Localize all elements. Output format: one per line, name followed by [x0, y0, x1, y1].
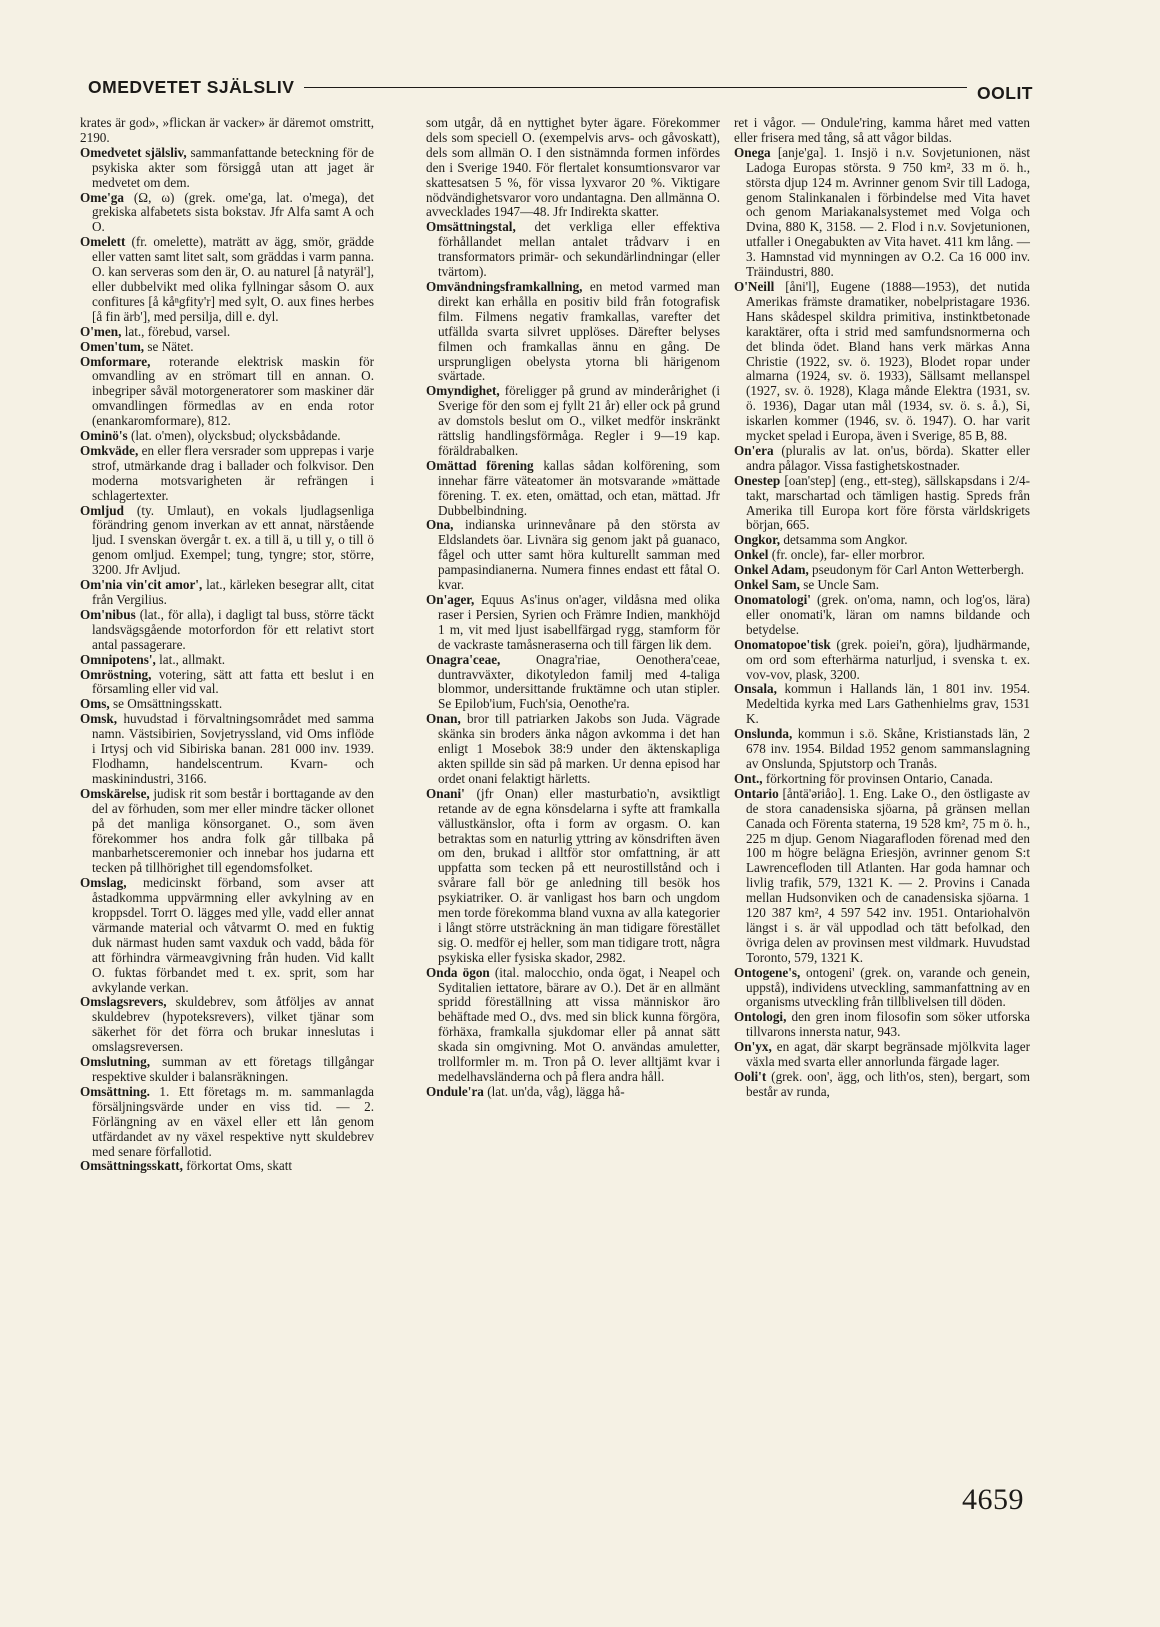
entry-continuation: [734, 116, 1030, 146]
entry-headword: Ondule'ra: [426, 1083, 484, 1099]
dictionary-entry: [734, 727, 1030, 772]
dictionary-entry: [734, 787, 1030, 966]
entry-definition: huvudstad i förvaltningsområdet med samma namn. Västsibirien, Sovjetryssland, vid Oms inflöde i Irtysj och vid Sibiriska banan. 281 000 inv. 1939. Flodhamn, handelscentrum. Kvarn- och maskinindustri, 3166.: [92, 711, 374, 786]
entry-definition: kommun i s.ö. Skåne, Kristianstads län, 2 678 inv. 1954. Bildad 1952 genom sammanslagning av Onslunda, Spjutstorp och Tranås.: [746, 726, 1030, 771]
dictionary-entry: [80, 504, 374, 579]
dictionary-entry: [80, 653, 374, 668]
entry-headword: On'yx,: [734, 1039, 772, 1055]
entry-definition: sammanfattande beteckning för de psykiska akter som försiggå utan att jaget är medvetet om dem.: [92, 144, 374, 190]
entry-headword: Onkel Adam,: [734, 562, 809, 578]
entry-headword: Omkväde,: [80, 442, 139, 458]
entry-definition: (ty. Umlaut), en vokals ljudlagsenliga förändring genom inverkan av ett annat, närstående ljud. I svenskan övergår t. ex. a till ä, u till y, o till ö genom omljud. Exempel; tung, tyngre; stor, större, 3200. Jfr Avljud.: [92, 502, 374, 578]
entry-definition: [åni'l], Eugene (1888—1953), det nutida Amerikas främste dramatiker, nobelpristagare 1936. Hans skådespel skildra primitiva, instinktbetonade karaktärer, ofta i strid med samfundsnormerna och det blinda ödet. Bland hans verk märkas Anna Christie (1922, sv. ö. 1923), Blodet ropar under almarna (1924, sv. ö. 1933), Sällsamt mellanspel (1927, sv. ö. 1928), Klaga månde Elektra (1931, sv. ö. 1936), Dagar utan mål (1934, sv. ö. s. å.), Si, iskarlen kommer (1946, sv. ö. 1947). O. har varit mycket spelad i Europa, även i Sverige, 85 B, 88.: [746, 278, 1030, 444]
entry-headword: Ona,: [426, 517, 454, 533]
entry-definition: (pluralis av lat. on'us, börda). Skatter eller andra pålagor. Vissa fastighetskostnader.: [746, 442, 1030, 473]
entry-definition: (fr. oncle), far- eller morbror.: [768, 547, 925, 563]
entry-headword: Onan,: [426, 711, 461, 727]
entry-headword: Omljud: [80, 502, 124, 518]
dictionary-entry: [80, 578, 374, 608]
entry-headword: Onagra'ceae,: [426, 651, 501, 667]
entry-definition: ret i vågor. — Ondule'ring, kamma håret med vatten eller frisera med tång, så att vågor bildas.: [734, 115, 1030, 145]
dictionary-entry: [734, 1010, 1030, 1040]
entry-headword: Onomatologi': [734, 592, 811, 607]
entry-headword: Ominö's: [80, 428, 128, 444]
entry-headword: Onda ögon: [426, 964, 490, 980]
dictionary-entry: [426, 712, 720, 787]
dictionary-entry: [734, 1040, 1030, 1070]
dictionary-entry: [734, 146, 1030, 280]
dictionary-entry: [80, 340, 374, 355]
dictionary-entry: [734, 578, 1030, 593]
entry-definition: roterande elektrisk maskin för omvandling av en strömart till en annan. O. inbegriper såväl motorgeneratorer som maskiner där omvandlingen förmedlas av en enda rotor (enankaromformare), 812.: [92, 353, 374, 429]
dictionary-entry: [426, 593, 720, 653]
dictionary-entry: [426, 653, 720, 713]
dictionary-entry: [734, 444, 1030, 474]
entry-headword: On'era: [734, 442, 774, 458]
entry-definition: krates är god», »flickan är vacker» är däremot omstritt, 2190.: [80, 115, 374, 145]
entry-headword: Omsättningsskatt,: [80, 1158, 183, 1174]
page-number: 4659: [962, 1483, 1024, 1516]
entry-headword: Omvändningsframkallning,: [426, 278, 583, 294]
entry-definition: kommun i Hallands län, 1 801 inv. 1954. Medeltida kyrka med Lars Gathenhielms grav, 1531 K.: [746, 681, 1030, 727]
entry-headword: Onkel Sam,: [734, 577, 800, 593]
entry-headword: Ome'ga: [80, 189, 124, 205]
entry-definition: en agat, där skarpt begränsade mjölkvita lager växla med svarta eller annorlunda färgade lager.: [746, 1039, 1030, 1070]
entry-definition: [anje'ga]. 1. Insjö i n.v. Sovjetunionen, näst Ladoga Europas största. 9 750 km², 33 m ö. h., största djup 124 m. Avrinner genom Svir till Ladoga, genom Stalinkanalen i förbindelse med Vita havet och genom Mariakanalsystemet med Volga och Dvina, 880 K, 3158. — 2. Flod i n.v. Sovjetunionen, utfaller i Onegabukten av Vita havet. 411 km lång. — 3. Hamnstad vid mynningen av O.2. Ca 16 000 inv. Träindustri, 880.: [746, 144, 1030, 280]
entry-definition: (jfr Onan) eller masturbatio'n, avsiktligt retande av de egna könsdelarna i syfte att framkalla vällustkänslor, ofta i form av orgasm. O. kan betraktas som en naturlig yttring av könsdriften även om den, brukad i alltför stor omfattning, är att uppfatta som tecken på ett neurostillstånd och i svårare fall bör ge anledning till besök hos psykiatriker. O. är vanligast hos barn och ungdom men torde förekomma bland vuxna av alla kategorier i långt större utsträckning än man tidigare förestället sig. O. medför ej heller, som man tidigare trott, några psykiska eller fysiska skador, 2982.: [438, 785, 720, 965]
dictionary-entry: [80, 876, 374, 995]
entry-headword: Ooli't: [734, 1069, 767, 1084]
dictionary-entry: [734, 638, 1030, 683]
entry-definition: kallas sådan kolförening, som innehar färre väteatomer än motsvarande »mättade förening. T. ex. eten, omättad, och etan, mättad. Jfr Dubbelbindning.: [438, 457, 720, 518]
entry-definition: lat., kärleken besegrar allt, citat från Vergilius.: [92, 577, 374, 607]
dictionary-entry: [80, 995, 374, 1055]
entry-definition: se Omsättningsskatt.: [109, 696, 223, 712]
entry-headword: Omyndighet,: [426, 383, 500, 399]
entry-definition: (lat., för alla), i dagligt tal buss, större täckt landsvägsgående motorfordon för ett relativt stort antal passagerare.: [92, 606, 374, 652]
entry-definition: den gren inom filosofin som söker utforska tillvarons innersta natur, 943.: [746, 1009, 1030, 1040]
entry-headword: Omsättning.: [80, 1083, 150, 1099]
entry-headword: Omsättningstal,: [426, 219, 516, 235]
column-3: [734, 116, 1030, 1100]
dictionary-entry: [734, 593, 1030, 638]
dictionary-entry: [80, 355, 374, 430]
entry-definition: skuldebrev, som åtföljes av annat skuldebrev (hypoteksrevers), vilket tjänar som säkerhet för det förra och brukar inneslutas i omslagsreversen.: [92, 994, 374, 1055]
entry-headword: Onomatopoe'tisk: [734, 636, 831, 652]
entry-headword: Onslunda,: [734, 726, 793, 742]
header-left-title: OMEDVETET SJÄLSLIV: [88, 76, 295, 97]
entry-definition: (grek. poiei'n, göra), ljudhärmande, om ord som efterhärma naturljud, i svenska t. ex. vov-vov, plask, 3200.: [746, 636, 1030, 682]
dictionary-entry: [734, 966, 1030, 1011]
entry-definition: ontogeni' (grek. on, varande och genein, uppstå), individens utveckling, sammanfattning av en organisms utveckling från tillblivelsen till döden.: [746, 964, 1030, 1010]
dictionary-entry: [734, 280, 1030, 444]
entry-definition: det verkliga eller effektiva förhållandet mellan antalet trådvarv i en transformators primär- och sekundärlindningar (eller tvärtom).: [438, 219, 720, 280]
entry-headword: Onestep: [734, 472, 781, 488]
entry-definition: en eller flera versrader som upprepas i varje strof, utmärkande drag i ballader och folkvisor. Den moderna motsvarigheten är refrängen i schlagertexter.: [92, 442, 374, 503]
entry-headword: Om'nibus: [80, 606, 136, 622]
dictionary-entry: [80, 787, 374, 876]
entry-definition: bror till patriarken Jakobs son Juda. Vägrade skänka sin broders änka någon avkomma i det han enligt 1 Mosebok 38:9 under den äktenskapliga akten spillde sin säd på marken. Ur denna episod har ordet onani felaktigt härletts.: [438, 711, 720, 786]
entry-definition: indianska urinnevånare på den största av Eldslandets öar. Livnära sig genom jakt på guanaco, fågel och utter samt höra kulturellt samman med pampasindianerna. Numera finnes endast ett fåtal O. kvar.: [438, 517, 720, 593]
entry-definition: summan av ett företags tillgångar respektive skulder i balansräkningen.: [92, 1054, 374, 1084]
dictionary-entry: [734, 772, 1030, 787]
entry-definition: pseudonym för Carl Anton Wetterbergh.: [808, 562, 1025, 578]
entry-headword: Omsk,: [80, 711, 118, 727]
entry-headword: Omröstning,: [80, 666, 152, 682]
entry-headword: On'ager,: [426, 592, 475, 607]
dictionary-entry: [734, 1070, 1030, 1100]
entry-definition: förkortat Oms, skatt: [182, 1158, 293, 1174]
entry-continuation: [80, 116, 374, 146]
running-header: [88, 70, 1033, 104]
dictionary-entry: [80, 712, 374, 787]
entry-definition: Onagra'riae, Oenothera'ceae, duntravväxter, dikotyledon familj med 4-taliga blommor, undersittande fruktämne och utan stipler. Se Epilob'ium, Fuch'sia, Oenothe'ra.: [438, 651, 720, 712]
header-right-title: OOLIT: [977, 82, 1033, 103]
entry-definition: föreligger på grund av minderårighet (i Sverige för den som ej fyllt 21 år) eller ock på grund av domstols beslut om O., vilket medför inskränkt rättslig handlingsförmåga. Regler i 9—19 kap. föräldrabalken.: [438, 383, 720, 458]
header-rule: [304, 87, 967, 88]
dictionary-entry: [80, 444, 374, 504]
dictionary-entry: [734, 533, 1030, 548]
dictionary-entry: [426, 280, 720, 384]
entry-headword: Omnipotens',: [80, 651, 156, 667]
entry-definition: en metod varmed man direkt kan erhålla en positiv bild från fotografisk film. Filmens negativ framkallas, varefter det utfällda svarta silvret upplöses. Därefter belyses filmen och framkallas ännu en gång. De ursprungligen obelysta ytorna bli härigenom svärtade.: [438, 278, 720, 384]
column-1: [80, 116, 374, 1174]
entry-definition: (grek. on'oma, namn, och log'os, lära) eller onomati'k, läran om namns bildande och betydelse.: [746, 592, 1030, 637]
entry-headword: O'men,: [80, 323, 122, 339]
entry-definition: (ital. malocchio, onda ögat, i Neapel och Syditalien iettatore, bärare av O.). Det är en allmänt spridd föreställning att vissa människor äro behäftade med O., dvs. med sin blick kunna förgöra, förhäxa, framkalla sjukdomar eller på annat sätt skada sin omgivning. Mot O. användas amuletter, trollformler m. m. Tron på O. lever alltjämt kvar i medelhavsländerna och på flera andra håll.: [438, 964, 720, 1084]
entry-definition: Equus As'inus on'ager, vildåsna med olika raser i Persien, Syrien och Främre Indien, mankhöjd 1 m, vit med ljust isabellfärgad rygg, stamform för de vackraste tamåsneraserna och till färgen lik dem.: [438, 592, 720, 652]
entry-headword: Oms,: [80, 696, 110, 712]
entry-definition: votering, sätt att fatta ett beslut i en församling eller vid val.: [92, 666, 374, 697]
entry-definition: (Ω, ω) (grek. ome'ga, lat. o'mega), det grekiska alfabetets sista bokstav. Jfr Alfa samt A och O.: [92, 189, 374, 235]
dictionary-entry: [80, 235, 374, 324]
entry-headword: Omen'tum,: [80, 338, 145, 354]
entry-definition: 1. Ett företags m. m. sammanlagda försäljningsvärde under en viss tid. — 2. Förlängning av en växel eller ett lån genom utfärdandet av ny växel respektive nytt skuldebrev med senare förfallotid.: [92, 1083, 374, 1159]
dictionary-entry: [80, 1159, 374, 1174]
entry-headword: Omslag,: [80, 875, 127, 891]
entry-definition: (lat. un'da, våg), lägga hå-: [483, 1083, 625, 1099]
dictionary-entry: [80, 668, 374, 698]
entry-headword: Omslutning,: [80, 1054, 150, 1070]
entry-headword: Omättad förening: [426, 457, 534, 473]
dictionary-entry: [80, 146, 374, 191]
entry-headword: Ont.,: [734, 770, 763, 786]
dictionary-entry: [80, 1085, 374, 1160]
dictionary-entry: [80, 697, 374, 712]
entry-definition: (lat. o'men), olycksbud; olycksbådande.: [127, 428, 341, 444]
dictionary-entry: [734, 548, 1030, 563]
dictionary-entry: [426, 518, 720, 593]
entry-definition: detsamma som Angkor.: [780, 532, 908, 548]
entry-headword: Onani': [426, 785, 465, 801]
entry-headword: Onega: [734, 144, 771, 160]
entry-definition: [oan'step] (eng., ett-steg), sällskapsdans i 2/4-takt, marschartad och tämligen hastig. Spreds från Amerika till Europa kort före första världskrigets början, 665.: [746, 472, 1030, 533]
entry-definition: (fr. omelette), maträtt av ägg, smör, grädde eller vatten samt litet salt, som gräddas i varm panna. O. kan serveras som den är, O. au naturel [å natyräl'], eller dubbelvikt med olika fyllningar såsom O. aux confitures [å kåⁿgfity'r] med sylt, O. aux fines herbes [å fin ärb'], med persilja, dill e. dyl.: [92, 234, 374, 324]
entry-headword: Ontologi,: [734, 1009, 787, 1025]
entry-headword: Ongkor,: [734, 532, 781, 548]
entry-definition: [åntä'əriåo]. 1. Eng. Lake O., den östligaste av de stora canadensiska sjöarna, på gränsen mellan Canada och Förenta staterna, 19 528 km², 75 m ö. h., 225 m djup. Genom Niagarafloden förenad med den 100 m högre belägna Eriesjön, avrinner genom S:t Lawrencefloden till Atlanten. Har goda hamnar och livlig trafik, 579, 1321 K. — 2. Provins i Canada mellan Hudsonviken och de canadensiska sjöarna. 1 120 387 km², 4 597 542 inv. 1951. Ontariohalvön längst i s. är väl uppodlad och tätt befolkad, den övriga delen av provinsen mest vildmark. Huvudstad Toronto, 579, 1321 K.: [746, 785, 1030, 965]
dictionary-entry: [80, 325, 374, 340]
entry-headword: Omedvetet själsliv,: [80, 144, 187, 160]
dictionary-entry: [426, 966, 720, 1085]
dictionary-entry: [426, 459, 720, 519]
entry-definition: förkortning för provinsen Ontario, Canada.: [762, 770, 993, 786]
entry-headword: Onsala,: [734, 681, 777, 697]
entry-definition: lat., allmakt.: [155, 651, 226, 667]
entry-definition: se Nätet.: [144, 338, 194, 354]
entry-definition: medicinskt förband, som avser att åstadkomma uppvärmning eller avkylning av en kroppsdel. Torrt O. lägges med ylle, vadd eller annat värmande material och våtvarmt O. med en fuktig duk närmast huden samt vaxduk och vadd, båda för att förhindra värmeavgivning från huden. Vid kallt O. fuktas förbandet med t. ex. sprit, som har avkylande verkan.: [92, 875, 374, 995]
entry-headword: Omskärelse,: [80, 785, 150, 801]
entry-headword: Ontogene's,: [734, 964, 801, 980]
entry-definition: (grek. oon', ägg, och lith'os, sten), bergart, som består av runda,: [746, 1069, 1030, 1099]
dictionary-entry: [80, 608, 374, 653]
dictionary-entry: [426, 1085, 720, 1100]
entry-headword: O'Neill: [734, 278, 775, 294]
dictionary-entry: [734, 563, 1030, 578]
dictionary-entry: [426, 220, 720, 280]
entry-headword: Onkel: [734, 547, 769, 563]
entry-definition: judisk rit som består i borttagande av den del av förhuden, som mer eller mindre täcker ollonet på det manliga könsorganet. O., som även förekommer hos andra folk går tillbaka på manbarhetsceremonier och innebar hos judarna ett tecken på tillhörighet till egendomsfolket.: [92, 785, 374, 876]
entry-continuation: [426, 116, 720, 220]
dictionary-entry: [734, 474, 1030, 534]
dictionary-entry: [80, 1055, 374, 1085]
entry-headword: Ontario: [734, 785, 779, 801]
dictionary-entry: [734, 682, 1030, 727]
dictionary-entry: [426, 787, 720, 966]
dictionary-entry: [80, 429, 374, 444]
entry-definition: som utgår, då en nyttighet byter ägare. Förekommer dels som speciell O. (exempelvis arvs- och gåvoskatt), dels som allmän O. I den sistnämnda formen infördes den i Sverige 1940. För flertalet konsumtionsvaror var skattesatsen 5 %, för vissa lyxvaror 20 %. Viktigare nödvändighetsvaror voro undantagna. Den allmänna O. avvecklades 1947—48. Jfr Indirekta skatter.: [426, 115, 720, 220]
entry-headword: Omelett: [80, 234, 126, 250]
dictionary-entry: [80, 191, 374, 236]
entry-headword: Om'nia vin'cit amor',: [80, 577, 203, 593]
entry-headword: Omslagsrevers,: [80, 994, 167, 1010]
entry-definition: se Uncle Sam.: [799, 577, 880, 593]
entry-headword: Omformare,: [80, 353, 151, 369]
dictionary-entry: [426, 384, 720, 459]
entry-definition: lat., förebud, varsel.: [121, 323, 231, 339]
column-2: [426, 116, 720, 1100]
